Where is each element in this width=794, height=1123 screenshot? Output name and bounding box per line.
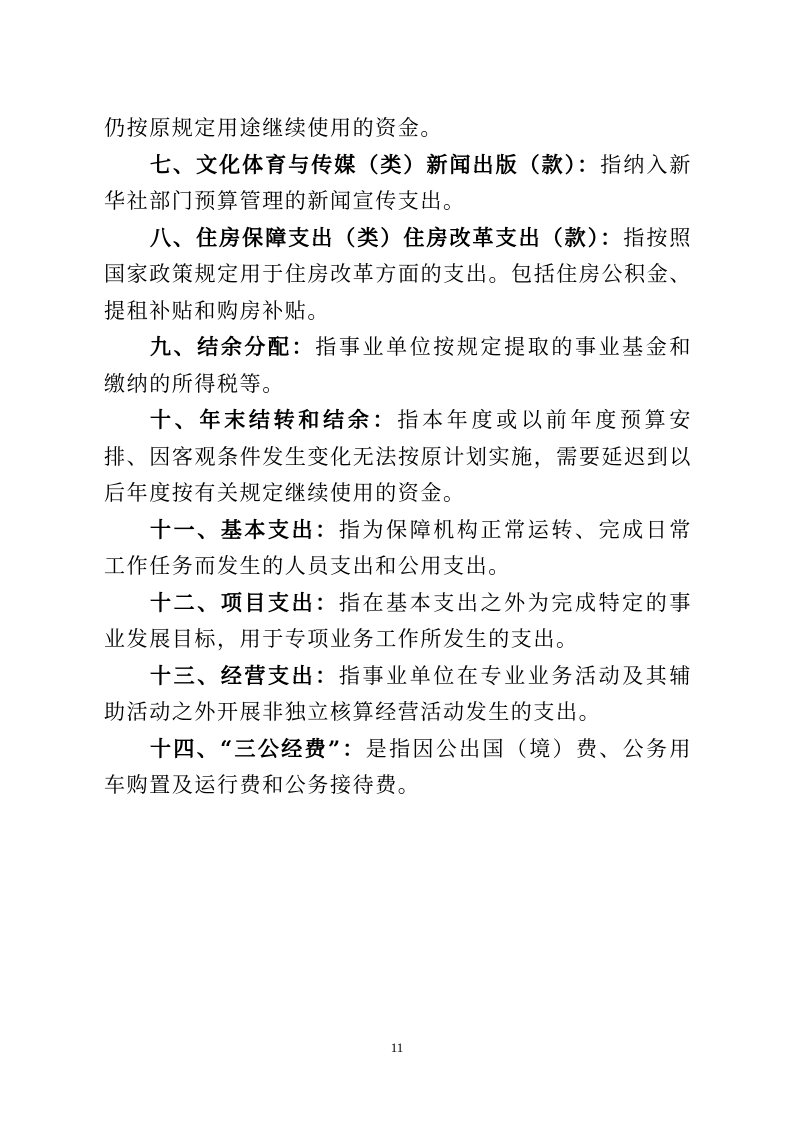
definition-item-12 bbox=[104, 585, 692, 658]
definition-term: 九、结余分配： bbox=[150, 334, 316, 359]
definition-text: 指为保障机构正常运转、完成日常工作任务而发生的人员支出和公用支出。 bbox=[104, 517, 692, 578]
definition-item-7 bbox=[104, 147, 692, 220]
definition-text: 指事业单位按规定提取的事业基金和缴纳的所得税等。 bbox=[104, 335, 692, 396]
definition-text: 是指因公出国（境）费、公务用车购置及运行费和公务接待费。 bbox=[104, 736, 692, 797]
page-number: 11 bbox=[390, 1040, 404, 1055]
definition-item-14 bbox=[104, 731, 692, 804]
definition-text: 指按照国家政策规定用于住房改革方面的支出。包括住房公积金、提租补贴和购房补贴。 bbox=[104, 225, 692, 323]
definition-term: 十四、“三公经费”： bbox=[150, 735, 366, 761]
definition-item-8 bbox=[104, 220, 692, 330]
definition-term: 七、文化体育与传媒（类）新闻出版（款）： bbox=[150, 151, 601, 177]
definition-item-10 bbox=[104, 402, 692, 512]
document-body bbox=[104, 110, 692, 804]
definition-item-13 bbox=[104, 658, 692, 731]
definition-text: 指在基本支出之外为完成特定的事业发展目标，用于专项业务工作所发生的支出。 bbox=[104, 590, 692, 651]
definition-term: 十三、经营支出： bbox=[150, 662, 339, 688]
definition-text: 指事业单位在专业业务活动及其辅助活动之外开展非独立核算经营活动发生的支出。 bbox=[104, 663, 692, 724]
definition-term: 十一、基本支出： bbox=[150, 516, 339, 542]
definition-term: 十二、项目支出： bbox=[150, 589, 339, 615]
definition-item-9 bbox=[104, 329, 692, 402]
definition-text: 指本年度或以前年度预算安排、因客观条件发生变化无法按原计划实施，需要延迟到以后年度按有关规定继续使用的资金。 bbox=[104, 408, 693, 505]
continuation-paragraph: 仍按原规定用途继续使用的资金。 bbox=[104, 116, 443, 140]
definition-term: 十、年末结转和结余： bbox=[150, 407, 398, 432]
definition-item-11 bbox=[104, 512, 692, 585]
definition-term: 八、住房保障支出（类）住房改革支出（款）： bbox=[150, 224, 624, 250]
definition-text: 指纳入新华社部门预算管理的新闻宣传支出。 bbox=[104, 152, 692, 213]
